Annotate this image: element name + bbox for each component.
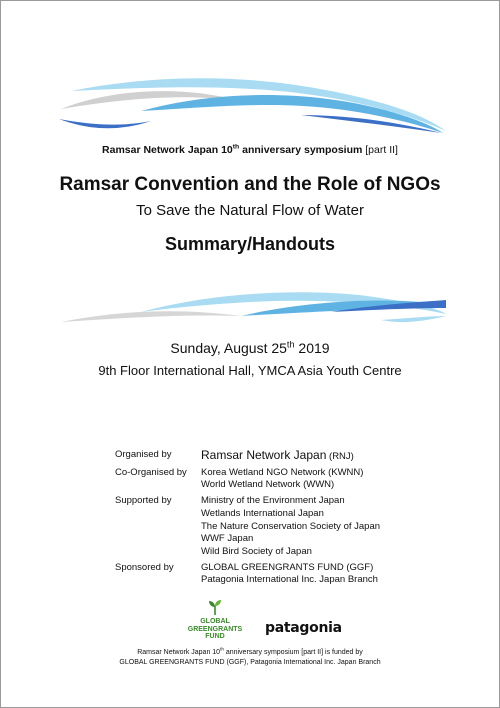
sponsored-row [115,562,380,587]
sponsor-logos [1,598,499,638]
document-title: Ramsar Convention and the Role of NGOs [59,174,441,195]
document-subtitle: To Save the Natural Flow of Water [136,202,364,219]
patagonia-logo: patagonia [265,620,342,636]
sponsor-item: GLOBAL GREENGRANTS FUND (GGF) [201,561,374,573]
organised-label: Organised by [115,449,172,460]
co-organised-label: Co-Organised by [115,466,187,478]
supporter-item: The Nature Conservation Society of Japan [201,520,381,532]
organised-row [115,449,380,464]
series-suffix: anniversary symposium [239,144,363,156]
credit-sup: th [220,646,224,652]
date-suffix: 2019 [294,340,330,356]
document-type: Summary/Handouts [164,234,336,254]
supporter-item: Ministry of the Environment Japan [201,495,345,507]
credit-suffix: anniversary symposium [part II] is funded by [223,649,363,656]
organizer-info [115,449,380,590]
series-sup: th [232,143,240,151]
wave-light-tail [381,316,446,322]
supported-row [115,495,380,559]
credit-prefix: Ramsar Network Japan 10 [137,649,221,656]
co-organiser-item: World Wetland Network (WWN) [201,479,335,491]
co-organiser-item: Korea Wetland NGO Network (KWNN) [201,466,364,478]
credit-line1 [1,648,499,658]
supporter-item: WWF Japan [201,533,254,545]
sponsor-item: Patagonia International Inc. Japan Branch [201,574,378,586]
ggf-logo [187,598,243,641]
wave-dark-band [59,119,151,128]
middle-wave-decoration [1,286,499,336]
event-date [1,340,499,356]
ggf-line1: GLOBAL [200,618,230,625]
ggf-line2: GREENGRANTS [187,625,243,633]
sponsor-list [201,562,378,587]
supporter-item: Wetlands International Japan [201,507,324,519]
sponsored-label: Sponsored by [115,561,174,573]
ggf-line3: FUND [205,633,225,640]
supporter-item: Wild Bird Society of Japan [201,545,312,557]
date-sup: th [286,339,295,350]
co-organised-list [201,467,363,492]
organiser-abbr: (RNJ) [326,451,354,462]
series-part: [part II] [362,144,398,156]
sprout-icon [207,598,223,616]
organised-value [201,449,354,464]
symposium-series [1,144,499,156]
date-prefix: Sunday, August 25 [170,340,287,356]
funding-credit [1,648,499,668]
credit-line2: GLOBAL GREENGRANTS FUND (GGF), Patagonia International Inc. Japan Branch [119,659,381,666]
series-prefix: Ramsar Network Japan 10 [102,144,233,156]
organiser-name: Ramsar Network Japan [201,448,327,462]
event-venue: 9th Floor International Hall, YMCA Asia Youth Centre [98,363,402,378]
supporter-list [201,495,380,559]
wave-gray-band [61,311,241,322]
supported-label: Supported by [115,495,172,507]
wave-mid-band [141,95,443,133]
top-wave-decoration [1,71,499,141]
co-organised-row [115,467,380,492]
